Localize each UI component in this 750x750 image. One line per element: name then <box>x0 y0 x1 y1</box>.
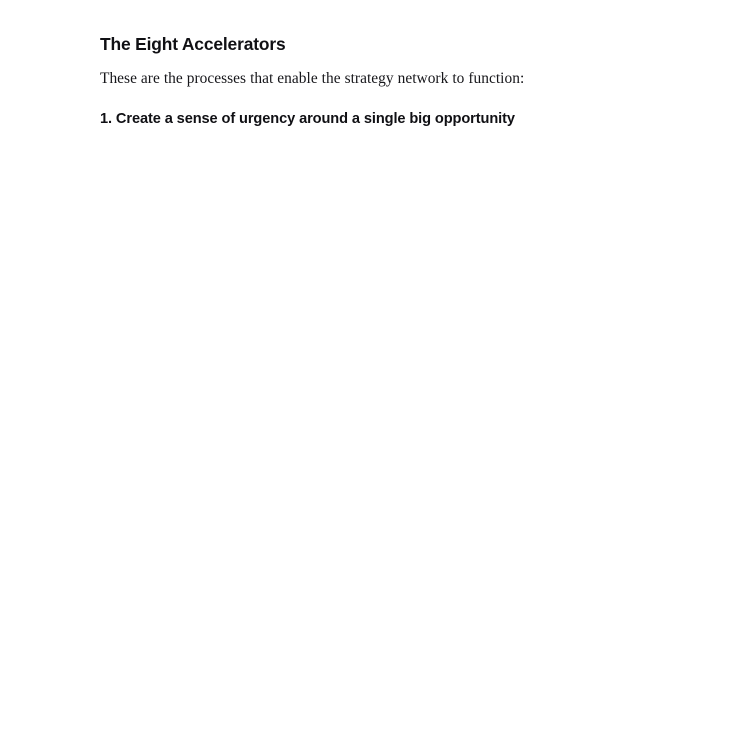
subheading-spacer <box>100 90 633 109</box>
section-heading: The Eight Accelerators <box>100 34 286 54</box>
section-intro-line: These are the processes that enable the strategy network to function: <box>100 70 525 87</box>
section-spacer <box>100 0 633 33</box>
accelerator-1-heading: 1. Create a sense of urgency around a single big opportunity <box>100 111 515 128</box>
heading-spacer <box>100 55 633 68</box>
text-column <box>100 0 633 130</box>
